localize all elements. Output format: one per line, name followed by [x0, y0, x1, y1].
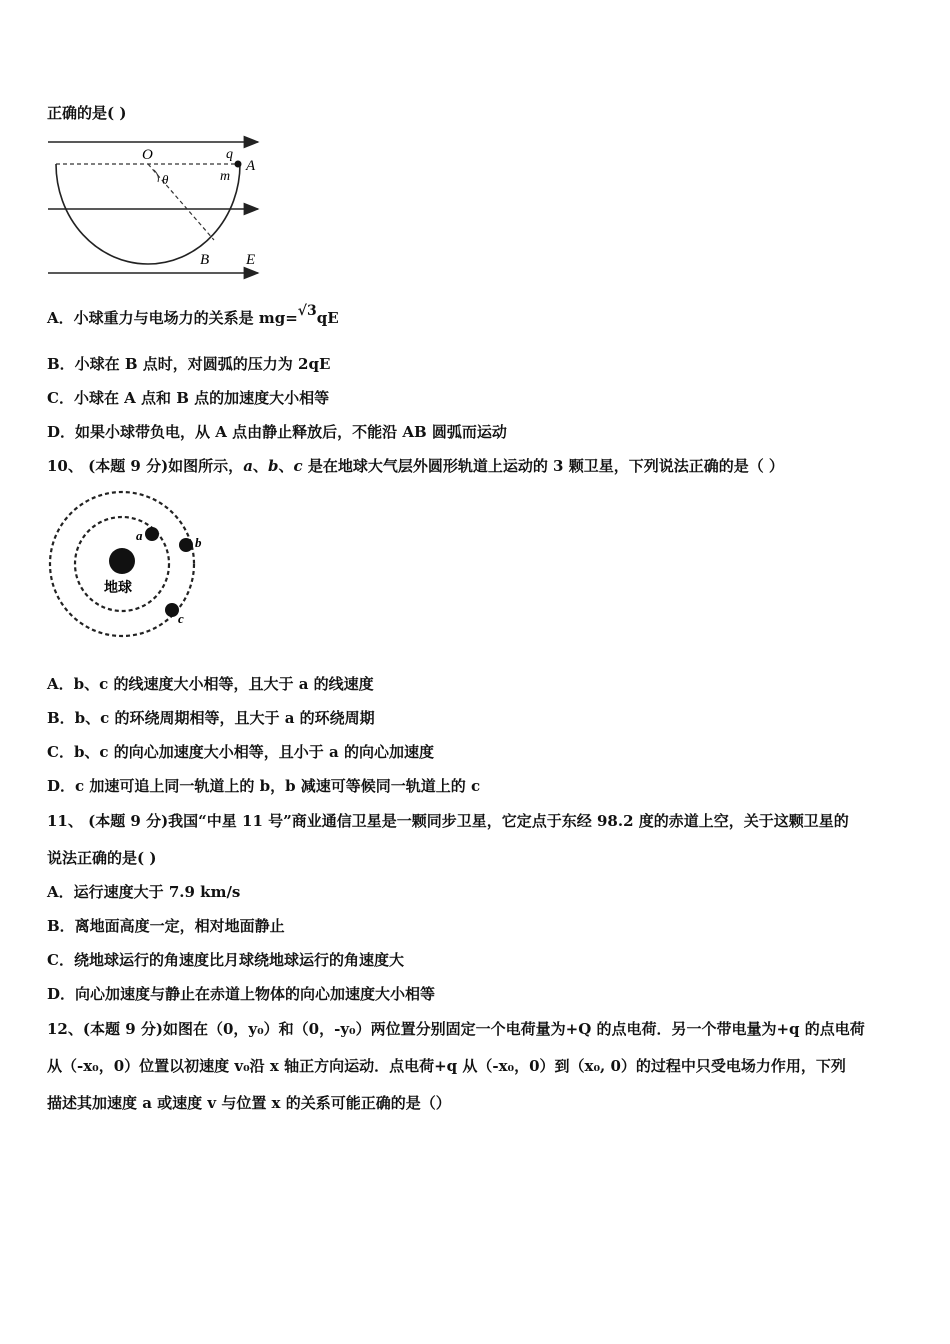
semicircle-arc [56, 164, 240, 264]
q12-line3: 描述其加速度 a 或速度 v 与位置 x 的关系可能正确的是（） [47, 1094, 451, 1112]
sqrt3: √3 [297, 303, 317, 319]
label-A: A [246, 158, 256, 174]
q11-option-a: A．运行速度大于 7.9 km/s [47, 883, 241, 901]
label-a: a [136, 528, 143, 543]
q9-stem-tail: 正确的是( ) [47, 104, 127, 122]
q12-line2: 从（-x₀，0）位置以初速度 v₀沿 x 轴正方向运动．点电荷+q 从（-x₀，0）到（x₀, 0）的过程中只受电场力作用，下列 [47, 1057, 846, 1075]
label-O: O [142, 147, 153, 163]
q10-orbit-figure [46, 488, 216, 640]
label-theta: θ [162, 172, 169, 187]
q10-option-c: C．b、c 的向心加速度大小相等，且小于 a 的向心加速度 [47, 743, 434, 761]
label-q: q [226, 147, 233, 162]
satellite-c [165, 603, 179, 617]
q9-figure [44, 132, 266, 280]
label-B: B [200, 252, 210, 268]
satellite-b [179, 538, 193, 552]
q9-option-a: A．小球重力与电场力的关系是 mg=√3qE [47, 303, 339, 327]
q10-stem: 10、 (本题 9 分)如图所示，a、b、c 是在地球大气层外圆形轨道上运动的 3 颗卫星，下列说法正确的是（ ） [47, 457, 784, 475]
earth-label: 地球 [104, 580, 132, 596]
label-E: E [246, 252, 256, 268]
q10-option-b: B．b、c 的环绕周期相等，且大于 a 的环绕周期 [47, 709, 375, 727]
q11-option-c: C．绕地球运行的角速度比月球绕地球运行的角速度大 [47, 951, 404, 969]
label-m: m [220, 169, 231, 184]
q10-option-a: A．b、c 的线速度大小相等，且大于 a 的线速度 [47, 675, 374, 693]
q11-stem-line1: 11、 (本题 9 分)我国“中星 11 号”商业通信卫星是一颗同步卫星，它定点于东经 98.2 度的赤道上空，关于这颗卫星的 [47, 812, 849, 830]
q9-option-c: C．小球在 A 点和 B 点的加速度大小相等 [47, 389, 330, 407]
q9-option-b: B．小球在 B 点时，对圆弧的压力为 2qE [47, 355, 331, 373]
q12-line1: 12、(本题 9 分)如图在（0，y₀）和（0，-y₀）两位置分别固定一个电荷量为+Q 的点电荷．另一个带电量为+q 的点电荷 [47, 1020, 865, 1038]
q9-option-d: D．如果小球带负电，从 A 点由静止释放后，不能沿 AB 圆弧而运动 [47, 423, 507, 441]
q11-stem-line2: 说法正确的是( ) [47, 849, 157, 867]
satellite-a [145, 527, 159, 541]
q11-option-d: D．向心加速度与静止在赤道上物体的向心加速度大小相等 [47, 985, 436, 1003]
earth [109, 548, 135, 574]
q10-option-d: D．c 加速可追上同一轨道上的 b，b 减速可等候同一轨道上的 c [47, 777, 481, 795]
q11-option-b: B．离地面高度一定，相对地面静止 [47, 917, 285, 935]
charge-ball-A [235, 161, 242, 168]
label-b: b [195, 535, 202, 550]
label-c: c [178, 611, 184, 626]
